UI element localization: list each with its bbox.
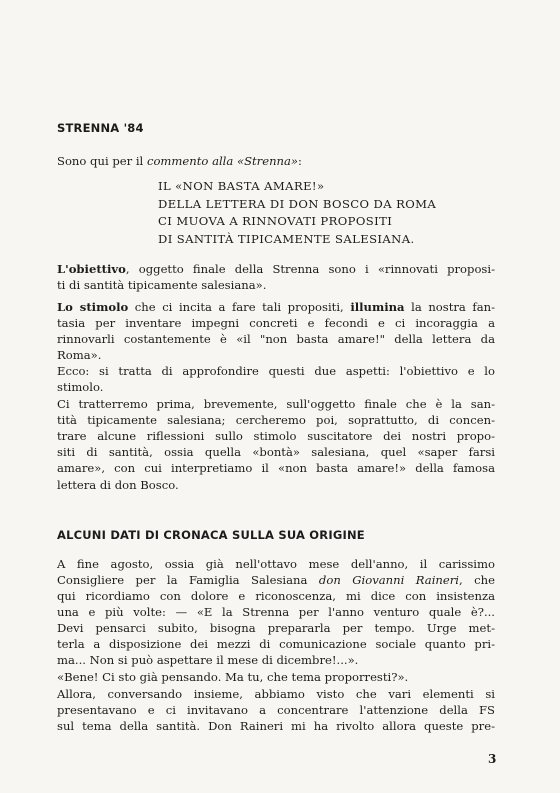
page-number: 3 <box>488 752 497 766</box>
section-heading-cronaca: ALCUNI DATI DI CRONACA SULLA SUA ORIGINE <box>57 528 365 542</box>
p4-line-6: lettera di don Bosco. <box>57 478 179 492</box>
quote-line-4: DI SANTITÀ TIPICAMENTE SALESIANA. <box>158 232 415 246</box>
p4-line-1: Ci tratterremo prima, brevemente, sull'oggetto finale che è la san- <box>57 397 495 411</box>
p1-text: , oggetto finale della Strenna sono i «rinnovati proposi- <box>125 262 495 276</box>
stimolo-term: Lo stimolo <box>57 300 129 314</box>
quote-line-1: IL «NON BASTA AMARE!» <box>158 179 325 193</box>
p2-line-3: rinnovarli costantemente è «il "non basta amare!" della lettera da <box>57 332 495 346</box>
raineri-name: don Giovanni Raineri <box>318 573 459 587</box>
p4-line-3: trare alcune riflessioni sullo stimolo suscitatore dei nostri propo- <box>57 429 495 443</box>
p4-line-4: siti di santità, ossia quella «bontà» salesiana, quel «saper farsi <box>57 445 495 459</box>
p5-text-a: Consigliere per la Famiglia Salesiana <box>57 573 319 587</box>
obiettivo-term: L'obiettivo <box>57 262 126 276</box>
p1-line-1 <box>57 262 495 276</box>
p4-line-5: amare», con cui interpretiamo il «non basta amare!» della famosa <box>57 461 495 475</box>
p2-text-b: la nostra fan- <box>404 300 495 314</box>
p2-line-1 <box>57 300 495 314</box>
p5-text-b: , che <box>459 573 495 587</box>
intro-emphasis: commento alla «Strenna» <box>146 154 299 168</box>
p5-line-3: qui ricordiamo con dolore e riconoscenza, mi dice con insistenza <box>57 589 495 603</box>
section-heading-strenna: STRENNA '84 <box>57 121 144 135</box>
illumina-term: illumina <box>350 300 405 314</box>
intro-text: Sono qui per il <box>57 154 147 168</box>
p2-line-2: tasia per inventare impegni concreti e fecondi e ci incoraggia a <box>57 316 495 330</box>
p3-line-1: Ecco: si tratta di approfondire questi due aspetti: l'obiettivo e lo <box>57 364 495 378</box>
p7-line-1: Allora, conversando insieme, abbiamo visto che vari elementi si <box>57 687 495 701</box>
p2-line-4: Roma». <box>57 348 102 362</box>
p5-line-1: A fine agosto, ossia già nell'ottavo mese dell'anno, il carissimo <box>57 557 495 571</box>
p5-line-2 <box>57 573 495 587</box>
intro-colon: : <box>298 154 302 168</box>
p4-line-2: tità tipicamente salesiana; cercheremo poi, soprattutto, di concen- <box>57 413 495 427</box>
p5-line-7: ma... Non si può aspettare il mese di dicembre!...». <box>57 653 359 667</box>
p6-line: «Bene! Ci sto già pensando. Ma tu, che tema proporresti?». <box>57 670 409 684</box>
p5-line-5: Devi pensarci subito, bisogna prepararla per tempo. Urge met- <box>57 621 495 635</box>
intro-line <box>57 154 302 168</box>
p7-line-3: sul tema della santità. Don Raineri mi ha rivolto allora queste pre- <box>57 719 495 733</box>
quote-line-3: CI MUOVA A RINNOVATI PROPOSITI <box>158 214 393 228</box>
p2-text-a: che ci incita a fare tali propositi, <box>128 300 351 314</box>
p5-line-4: una e più volte: — «E la Strenna per l'anno venturo quale è?... <box>57 605 495 619</box>
p7-line-2: presentavano e ci invitavano a concentrare l'attenzione della FS <box>57 703 495 717</box>
p3-line-2: stimolo. <box>57 380 104 394</box>
p1-line-2: ti di santità tipicamente salesiana». <box>57 278 267 292</box>
quote-line-2: DELLA LETTERA DI DON BOSCO DA ROMA <box>158 197 437 211</box>
p5-line-6: terla a disposizione dei mezzi di comunicazione sociale quanto pri- <box>57 637 495 651</box>
